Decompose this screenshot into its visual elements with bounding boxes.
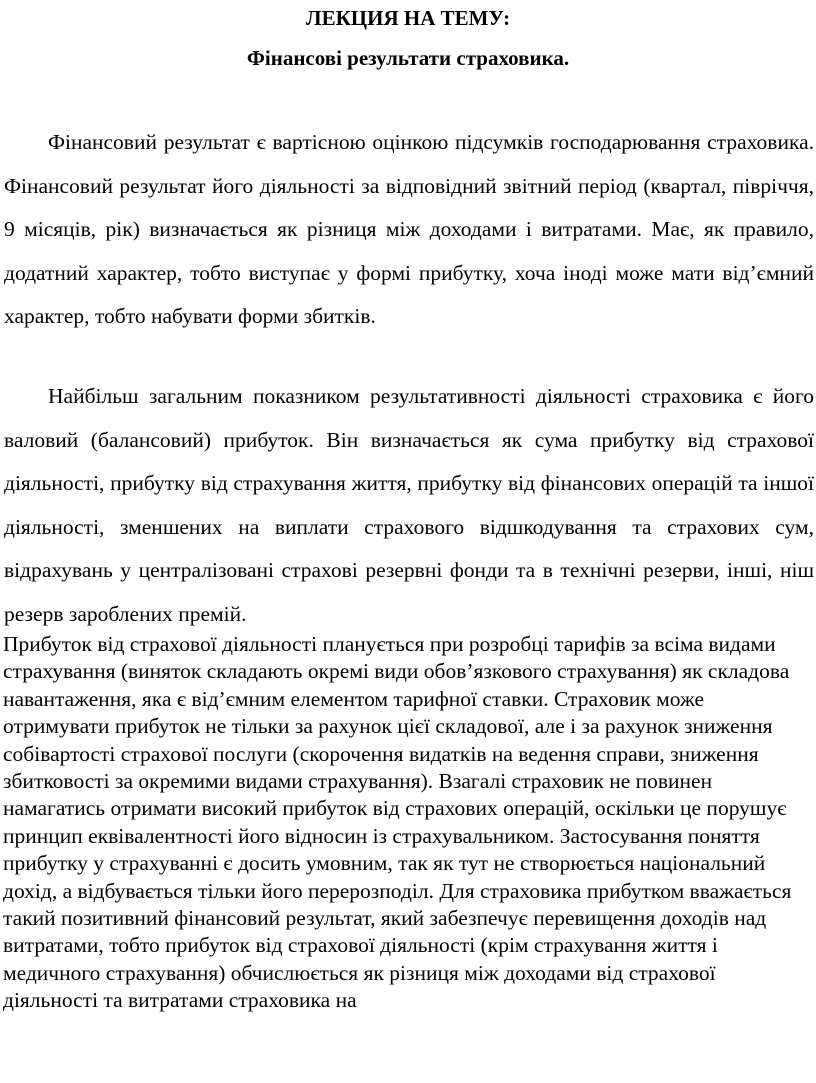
paragraph-financial-result: Фінансовий результат є вартісною оцінкою підсумків господарювання страховика. Фінансовий результат його діяльності за відповідний звітний період (квартал, півріччя, 9 місяців, рік) визначається як різниця між доходами і витратами. Має, як правило, додатний характер, тобто виступає у формі прибутку, хоча іноді може мати від’ємний характер, тобто набувати форми збитків. [4,130,814,328]
document-subtitle: Фінансові результати страховика. [246,46,570,70]
paragraph-insurance-profit: Прибуток від страхової діяльності планується при розробці тарифів за всіма видами страхування (виняток складають окремі види обов’язкового страхування) як складова навантаження, яка є від’ємним елементом тарифної ставки. Страховик може отримувати прибуток не тільки за рахунок цієї складової, але і за рахунок зниження собівартості страхової послуги (скорочення видатків на ведення справи, зниження збитковості за окремими видами страхування). Взагалі страховик не повинен намагатись отримати високий прибуток від страхових операцій, оскільки це порушує принцип еквівалентності його відносин із страхувальником. Застосування поняття прибутку у страхуванні є досить умовним, так як тут не створюється національний дохід, а відбувається тільки його перерозподіл. Для страховика прибутком вважається такий позитивний фінансовий результат, який забезпечує перевищення доходів над витратами, тобто прибуток від страхової діяльності (крім страхування життя і медичного страхування) обчислюється як різниця між доходами від страхової діяльності та витратами страховика на [3,632,792,1013]
document-title: ЛЕКЦИЯ НА ТЕМУ: [305,6,511,30]
paragraph-gross-profit: Найбільш загальним показником результативності діяльності страховика є його валовий (балансовий) прибуток. Він визначається як сума прибутку від страхової діяльності, прибутку від страхування життя, прибутку від фінансових операцій та іншої діяльності, зменшених на виплати страхового відшкодування та страхових сум, відрахувань у централізовані страхові резервні фонди та в технічні резерви, інші, ніш резерв зароблених премій. [4,384,814,626]
